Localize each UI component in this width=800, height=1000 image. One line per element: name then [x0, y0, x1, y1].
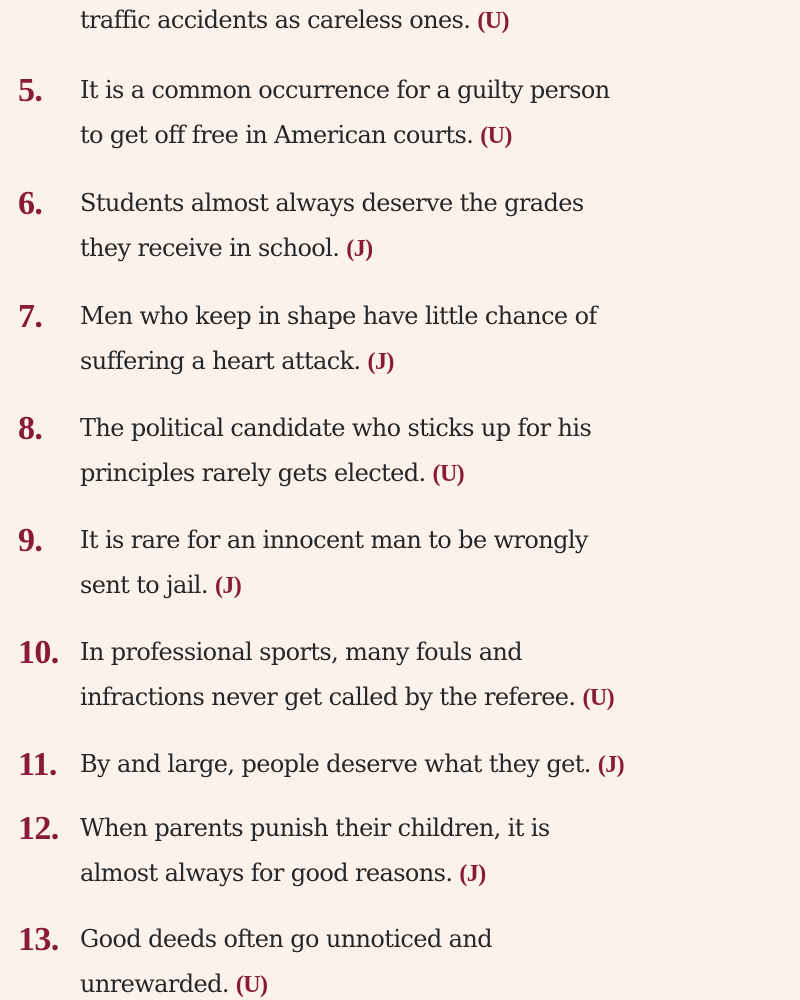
item-statement-line: By and large, people deserve what they get. (J)	[80, 750, 625, 778]
item-answer-key: (U)	[477, 8, 509, 34]
item-number: 13.	[18, 921, 59, 958]
item-number: 10.	[18, 634, 59, 671]
item-answer-key: (U)	[582, 685, 614, 711]
item-number: 11.	[18, 746, 57, 783]
item-answer-key: (U)	[432, 461, 465, 487]
item-number: 7.	[18, 298, 43, 335]
item-number: 12.	[18, 810, 59, 847]
item-answer-key: (J)	[346, 236, 373, 262]
item-statement	[80, 742, 800, 788]
item-answer-key: (U)	[480, 123, 512, 149]
item-statement	[80, 294, 800, 385]
item-statement	[80, 806, 800, 897]
item-statement-line: to get off free in American courts. (U)	[80, 121, 512, 149]
item-statement	[80, 68, 800, 159]
item-statement	[80, 406, 800, 497]
item-statement-line: suffering a heart attack. (J)	[80, 347, 394, 375]
item-statement-line: unrewarded. (U)	[80, 970, 268, 998]
item-statement-line: In professional sports, many fouls and	[80, 638, 523, 666]
item-statement	[80, 518, 800, 609]
item-answer-key: (J)	[367, 349, 394, 375]
item-answer-key: (U)	[235, 972, 268, 998]
item-statement-line: traffic accidents as careless ones. (U)	[80, 6, 509, 34]
item-statement-line: It is rare for an innocent man to be wrongly	[80, 526, 588, 554]
item-number: 5.	[18, 72, 43, 109]
item-statement	[80, 0, 800, 44]
item-number: 8.	[18, 410, 43, 447]
item-statement-line: It is a common occurrence for a guilty person	[80, 76, 610, 104]
item-statement	[80, 181, 800, 272]
item-statement-line: Men who keep in shape have little chance of	[80, 302, 597, 330]
item-statement-line: they receive in school. (J)	[80, 234, 373, 262]
item-statement-line: The political candidate who sticks up for his	[80, 414, 592, 442]
item-statement	[80, 917, 800, 1000]
item-answer-key: (J)	[214, 573, 242, 599]
item-statement-line: When parents punish their children, it is	[80, 814, 550, 842]
item-statement-line: infractions never get called by the referee. (U)	[80, 683, 614, 711]
item-answer-key: (J)	[459, 861, 486, 887]
item-number: 9.	[18, 522, 43, 559]
item-answer-key: (J)	[597, 752, 625, 778]
item-statement-line: Students almost always deserve the grades	[80, 189, 584, 217]
item-statement	[80, 630, 800, 721]
item-number: 6.	[18, 185, 43, 222]
item-statement-line: sent to jail. (J)	[80, 571, 242, 599]
item-statement-line: principles rarely gets elected. (U)	[80, 459, 465, 487]
item-statement-line: Good deeds often go unnoticed and	[80, 925, 492, 953]
item-statement-line: almost always for good reasons. (J)	[80, 859, 486, 887]
